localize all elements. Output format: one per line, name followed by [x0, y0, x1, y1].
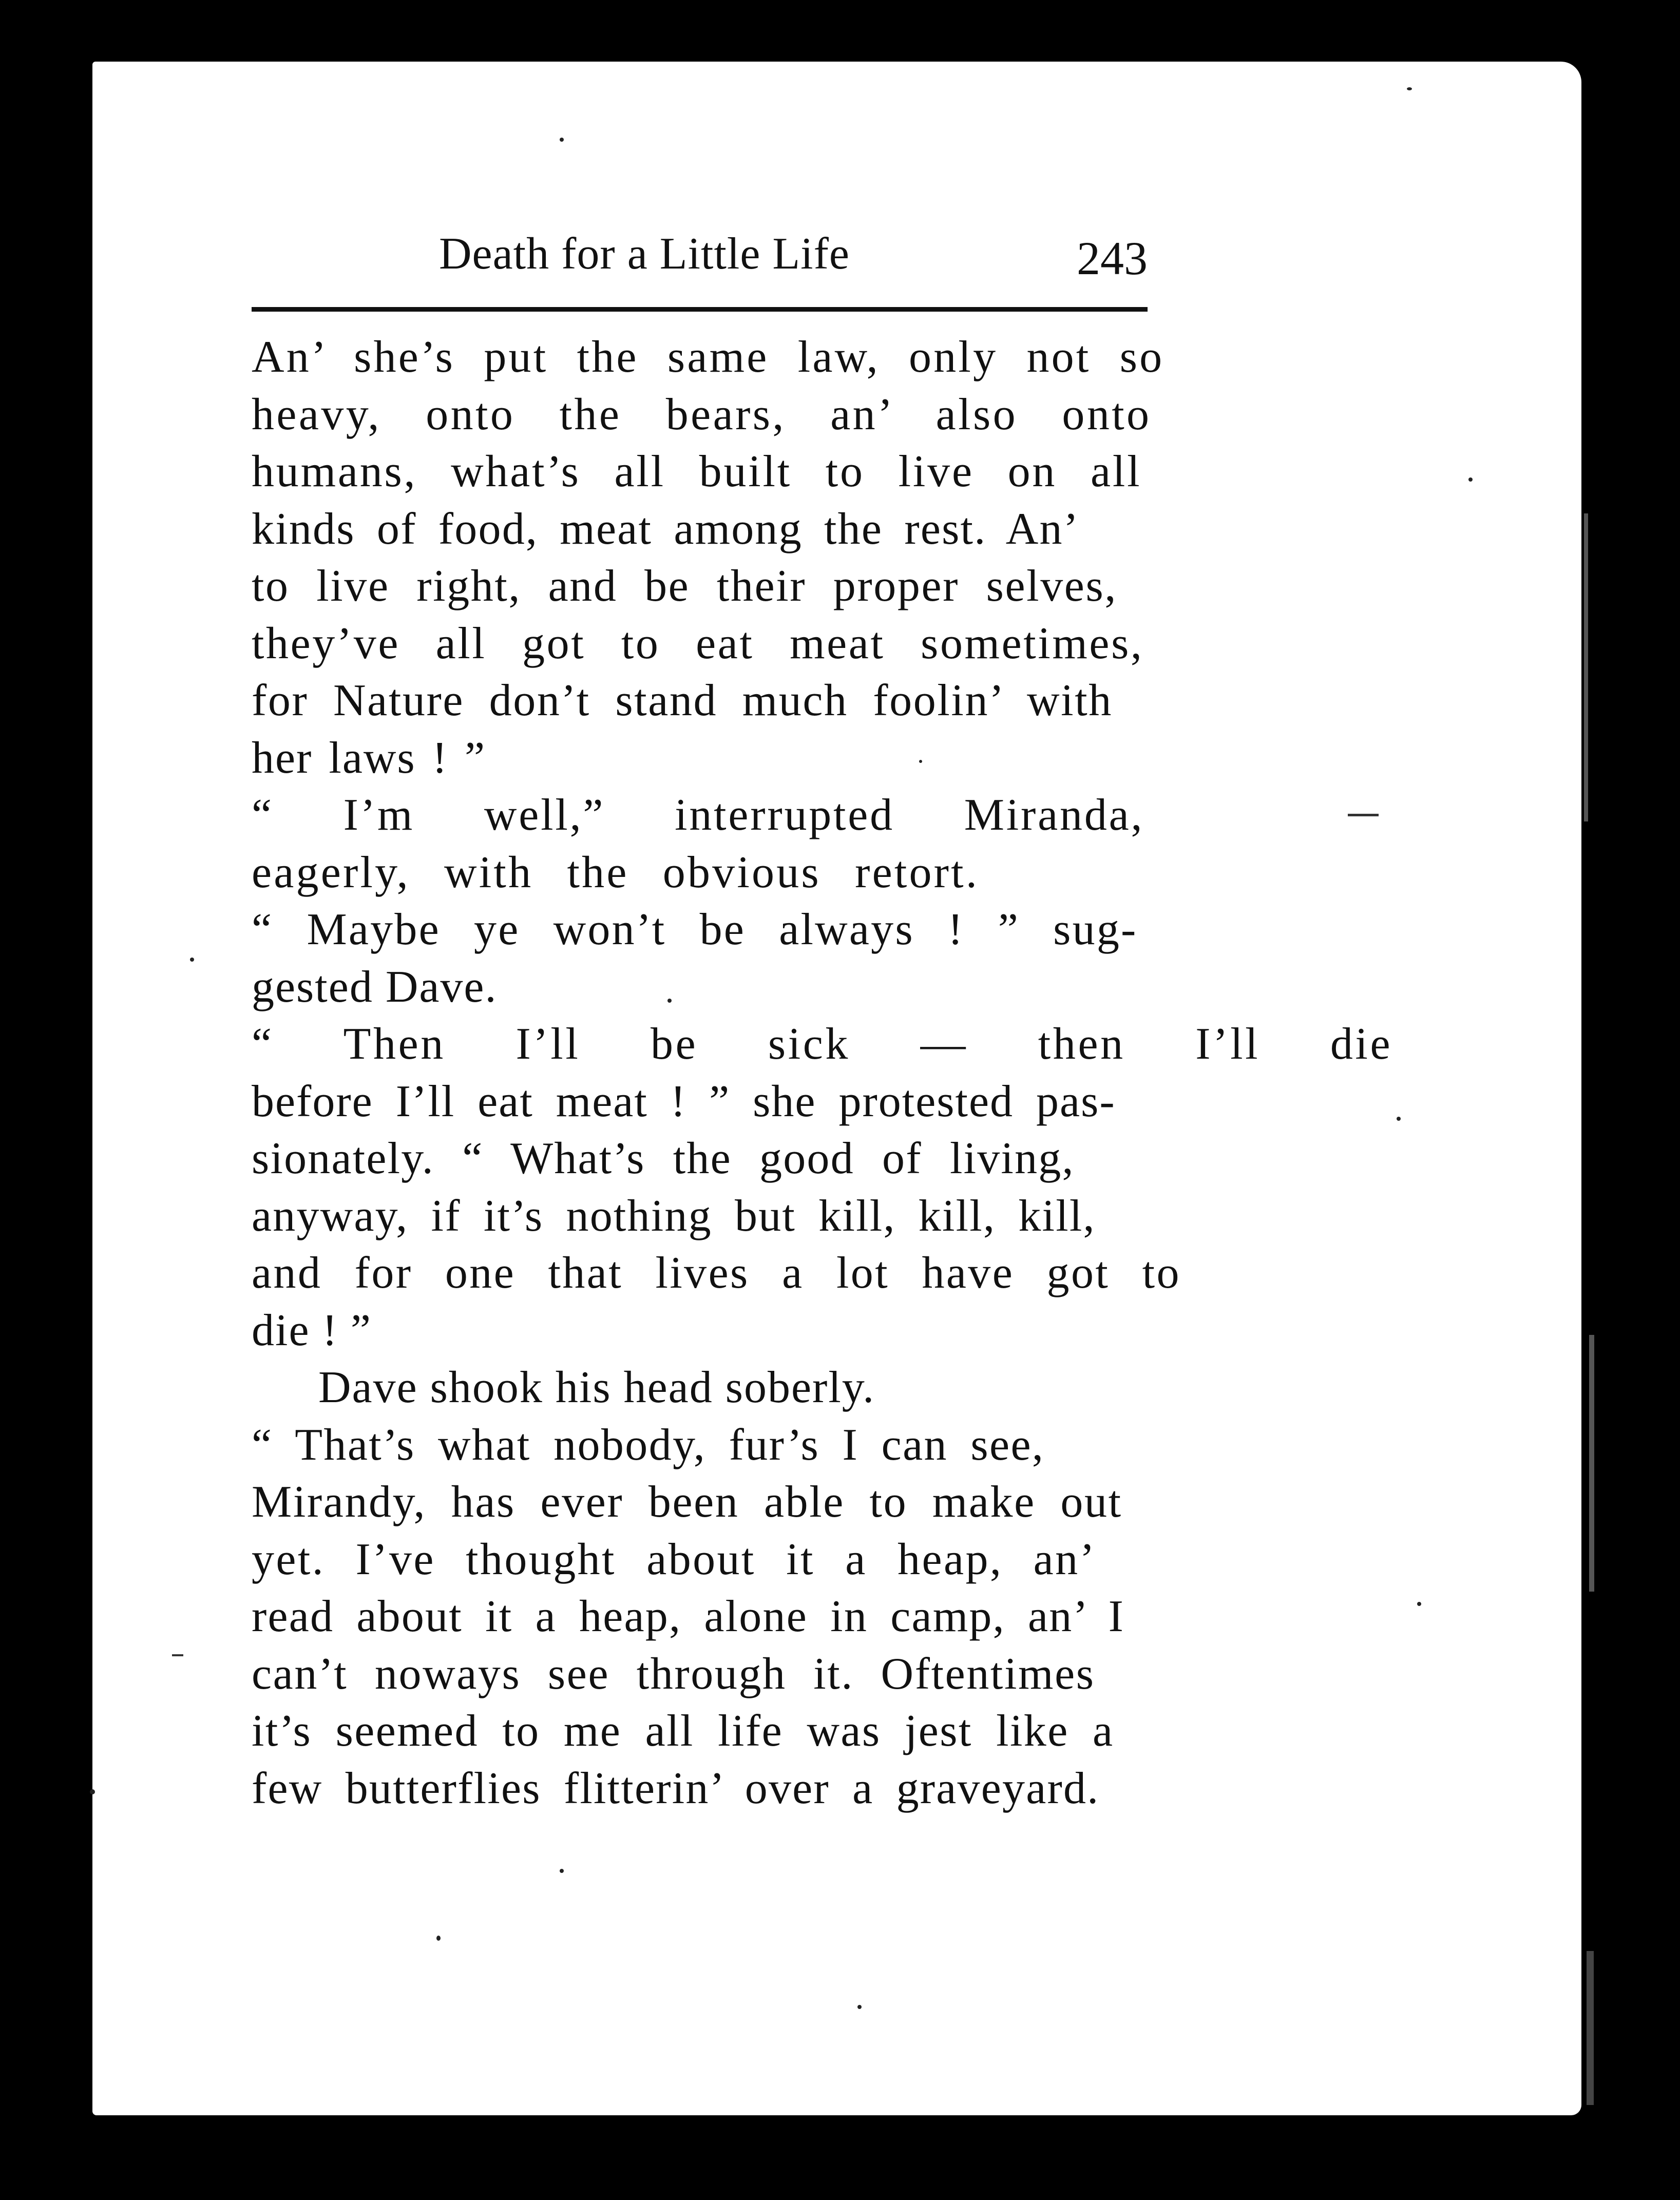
scan-speck	[1407, 87, 1412, 90]
scan-speck	[560, 138, 564, 142]
text-line: “ Then I’ll be sick — then I’ll die	[252, 1019, 1393, 1069]
scan-speck	[560, 1869, 564, 1873]
text-line: “ Maybe ye won’t be always ! ” sug-	[252, 905, 1138, 954]
text-line: die ! ”	[252, 1305, 372, 1355]
text-line: An’ she’s put the same law, only not so	[252, 332, 1164, 382]
scan-mark	[1587, 1951, 1594, 2105]
running-header	[252, 226, 1148, 303]
scan-speck	[436, 1936, 441, 1941]
text-line: yet. I’ve thought about it a heap, an’	[252, 1534, 1097, 1584]
text-line: “ That’s what nobody, fur’s I can see,	[252, 1420, 1045, 1470]
scan-mark	[172, 1654, 183, 1656]
header-rule	[252, 307, 1148, 312]
scan-speck	[857, 2005, 862, 2009]
scan-speck	[1468, 477, 1473, 482]
text-line: they’ve all got to eat meat sometimes,	[252, 618, 1144, 668]
text-line: read about it a heap, alone in camp, an’ I	[252, 1592, 1125, 1641]
scan-speck	[1397, 1117, 1401, 1121]
text-line: for Nature don’t stand much foolin’ with	[252, 676, 1113, 725]
text-line: before I’ll eat meat ! ” she protested pas-	[252, 1076, 1116, 1126]
text-line: kinds of food, meat among the rest. An’	[252, 504, 1080, 554]
scan-speck	[1417, 1602, 1421, 1606]
scan-mark	[1348, 814, 1379, 816]
text-line: few butterflies flitterin’ over a graveyard.	[252, 1763, 1100, 1813]
text-line: Mirandy, has ever been able to make out	[252, 1477, 1122, 1527]
text-line: Dave shook his head soberly.	[318, 1363, 875, 1412]
text-line: it’s seemed to me all life was jest like a	[252, 1706, 1114, 1756]
text-line: sionately. “ What’s the good of living,	[252, 1134, 1075, 1183]
page-number: 243	[1077, 232, 1148, 284]
text-line: to live right, and be their proper selves,	[252, 561, 1117, 611]
text-line: eagerly, with the obvious retort.	[252, 847, 980, 897]
text-line: humans, what’s all built to live on all	[252, 447, 1142, 496]
text-line: and for one that lives a lot have got to	[252, 1248, 1181, 1298]
text-line: heavy, onto the bears, an’ also onto	[252, 389, 1152, 439]
text-line: gested Dave.	[252, 962, 498, 1012]
scan-speck	[90, 1789, 95, 1794]
scan-mark	[1584, 513, 1588, 821]
text-line: her laws ! ”	[252, 733, 486, 783]
text-line: can’t noways see through it. Oftentimes	[252, 1649, 1095, 1699]
scan-speck	[190, 958, 194, 962]
text-line: anyway, if it’s nothing but kill, kill, kill,	[252, 1191, 1096, 1241]
scan-mark	[1589, 1335, 1594, 1592]
scan-speck	[919, 760, 922, 763]
running-title: Death for a Little Life	[439, 229, 850, 279]
body-text	[252, 329, 1393, 1817]
scan-speck	[667, 999, 672, 1003]
text-line: “ I’m well,” interrupted Miranda,	[252, 790, 1144, 840]
